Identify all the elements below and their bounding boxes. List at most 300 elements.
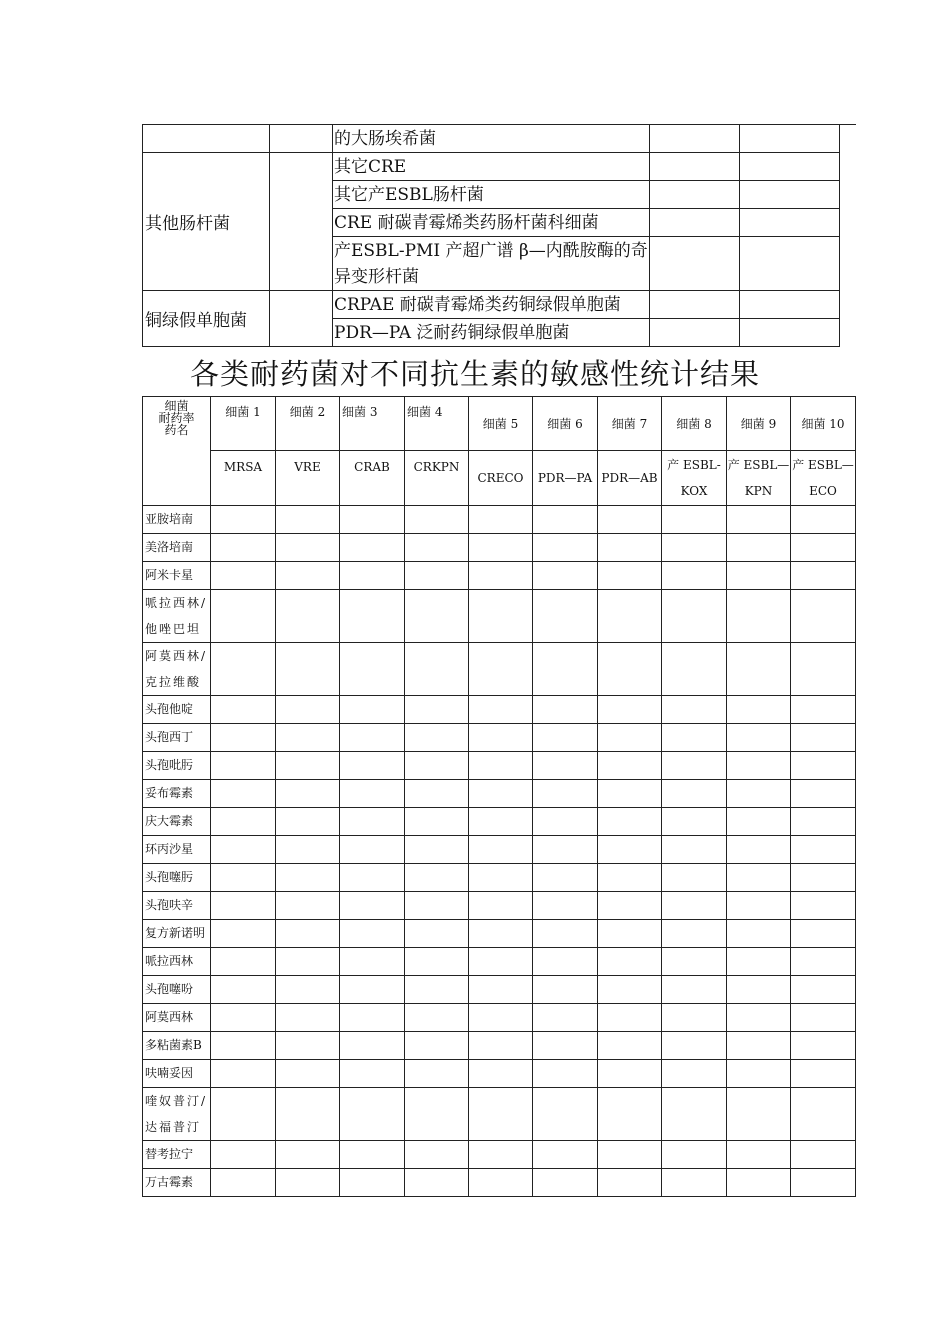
- rate-cell: [276, 506, 340, 534]
- drug-name-cell: 喹奴普汀/达福普汀: [143, 1088, 211, 1141]
- rate-cell: [276, 920, 340, 948]
- rate-cell: [340, 534, 405, 562]
- rate-cell: [727, 1032, 791, 1060]
- rate-cell: [598, 590, 662, 643]
- rate-cell: [211, 643, 276, 696]
- bacteria-abbr: 产 ESBL-KOX: [662, 451, 727, 506]
- rate-cell: [791, 1032, 856, 1060]
- rate-cell: [276, 836, 340, 864]
- empty-cell: [740, 319, 840, 347]
- rate-cell: [727, 643, 791, 696]
- rate-cell: [533, 1141, 598, 1169]
- rate-cell: [598, 836, 662, 864]
- drug-name-cell: 庆大霉素: [143, 808, 211, 836]
- rate-cell: [662, 976, 727, 1004]
- rate-cell: [276, 808, 340, 836]
- rate-cell: [211, 534, 276, 562]
- corner-label-drug: 药名: [164, 423, 189, 437]
- rate-cell: [662, 864, 727, 892]
- rate-cell: [791, 590, 856, 643]
- empty-cell: [650, 153, 740, 181]
- rate-cell: [791, 562, 856, 590]
- drug-row: [143, 1004, 856, 1032]
- rate-cell: [276, 1088, 340, 1141]
- empty-cell: [650, 209, 740, 237]
- rate-cell: [405, 976, 469, 1004]
- rate-cell: [405, 506, 469, 534]
- rate-cell: [405, 864, 469, 892]
- rate-cell: [405, 590, 469, 643]
- empty-cell: [270, 125, 333, 153]
- empty-cell: [270, 153, 333, 291]
- rate-cell: [211, 808, 276, 836]
- rate-cell: [533, 836, 598, 864]
- rate-cell: [211, 724, 276, 752]
- bacteria-abbr: 产 ESBL—KPN: [727, 451, 791, 506]
- disease-cell: PDR—PA 泛耐药铜绿假单胞菌: [333, 319, 650, 347]
- rate-cell: [340, 836, 405, 864]
- rate-cell: [211, 976, 276, 1004]
- rate-cell: [598, 643, 662, 696]
- disease-cell: 的大肠埃希菌: [333, 125, 650, 153]
- rate-cell: [340, 948, 405, 976]
- rate-cell: [405, 892, 469, 920]
- drug-name-cell: 哌拉西林: [143, 948, 211, 976]
- rate-cell: [662, 1060, 727, 1088]
- rate-cell: [727, 920, 791, 948]
- rate-cell: [405, 696, 469, 724]
- rate-cell: [211, 590, 276, 643]
- drug-row: [143, 1088, 856, 1141]
- empty-cell: [740, 237, 840, 291]
- rate-cell: [791, 643, 856, 696]
- rate-cell: [211, 752, 276, 780]
- page-title: 各类耐药菌对不同抗生素的敏感性统计结果: [189, 357, 760, 391]
- rate-cell: [211, 864, 276, 892]
- empty-cell: [740, 181, 840, 209]
- bacteria-category-table: [142, 124, 840, 347]
- bacteria-header: 细菌 3: [340, 397, 405, 451]
- rate-cell: [662, 892, 727, 920]
- rate-cell: [791, 1060, 856, 1088]
- rate-cell: [662, 1088, 727, 1141]
- rate-cell: [533, 643, 598, 696]
- drug-name-cell: 头孢西丁: [143, 724, 211, 752]
- rate-cell: [276, 752, 340, 780]
- drug-name-cell: 万古霉素: [143, 1169, 211, 1197]
- rate-cell: [727, 534, 791, 562]
- drug-row: [143, 752, 856, 780]
- rate-cell: [727, 1060, 791, 1088]
- rate-cell: [469, 780, 533, 808]
- rate-cell: [662, 920, 727, 948]
- rate-cell: [727, 590, 791, 643]
- rate-cell: [340, 724, 405, 752]
- rate-cell: [469, 892, 533, 920]
- rate-cell: [727, 892, 791, 920]
- rate-cell: [276, 724, 340, 752]
- rate-cell: [662, 808, 727, 836]
- drug-name-cell: 头孢噻吩: [143, 976, 211, 1004]
- rate-cell: [533, 1004, 598, 1032]
- drug-row: [143, 1060, 856, 1088]
- rate-cell: [211, 1032, 276, 1060]
- rate-cell: [405, 1088, 469, 1141]
- drug-name-cell: 阿米卡星: [143, 562, 211, 590]
- rate-cell: [340, 1004, 405, 1032]
- rate-cell: [727, 808, 791, 836]
- rate-cell: [791, 976, 856, 1004]
- empty-cell: [270, 291, 333, 347]
- rate-cell: [469, 643, 533, 696]
- rate-cell: [211, 1169, 276, 1197]
- empty-cell: [650, 181, 740, 209]
- rate-cell: [533, 534, 598, 562]
- rate-cell: [405, 836, 469, 864]
- rate-cell: [469, 920, 533, 948]
- category-cell: [143, 125, 270, 153]
- rate-cell: [405, 724, 469, 752]
- drug-name-cell: 头孢呋辛: [143, 892, 211, 920]
- rate-cell: [791, 506, 856, 534]
- rate-cell: [211, 506, 276, 534]
- rate-cell: [791, 836, 856, 864]
- rate-cell: [533, 1169, 598, 1197]
- drug-name-cell: 哌拉西林/他唑巴坦: [143, 590, 211, 643]
- rate-cell: [598, 752, 662, 780]
- rate-cell: [211, 696, 276, 724]
- rate-cell: [598, 1141, 662, 1169]
- disease-cell: 其它CRE: [333, 153, 650, 181]
- rate-cell: [727, 780, 791, 808]
- drug-name-cell: 美洛培南: [143, 534, 211, 562]
- drug-row: [143, 892, 856, 920]
- empty-cell: [650, 237, 740, 291]
- drug-name-cell: 阿莫西林/克拉维酸: [143, 643, 211, 696]
- rate-cell: [276, 590, 340, 643]
- rate-cell: [791, 1169, 856, 1197]
- rate-cell: [340, 892, 405, 920]
- rate-cell: [276, 643, 340, 696]
- empty-cell: [650, 319, 740, 347]
- rate-cell: [469, 948, 533, 976]
- drug-name-cell: 替考拉宁: [143, 1141, 211, 1169]
- rate-cell: [791, 752, 856, 780]
- rate-cell: [791, 864, 856, 892]
- rate-cell: [211, 920, 276, 948]
- rate-cell: [533, 948, 598, 976]
- rate-cell: [276, 948, 340, 976]
- drug-row: [143, 696, 856, 724]
- rate-cell: [727, 948, 791, 976]
- rate-cell: [276, 1004, 340, 1032]
- rate-cell: [405, 562, 469, 590]
- rate-cell: [405, 1169, 469, 1197]
- rate-cell: [598, 1004, 662, 1032]
- drug-name-cell: 头孢他啶: [143, 696, 211, 724]
- rate-cell: [533, 808, 598, 836]
- drug-row: [143, 976, 856, 1004]
- bacteria-abbr: CRKPN: [405, 451, 469, 506]
- rate-cell: [727, 1088, 791, 1141]
- rate-cell: [211, 892, 276, 920]
- rate-cell: [469, 752, 533, 780]
- rate-cell: [405, 643, 469, 696]
- drug-row: [143, 506, 856, 534]
- empty-cell: [740, 209, 840, 237]
- rate-cell: [340, 506, 405, 534]
- rate-cell: [340, 1088, 405, 1141]
- rate-cell: [727, 724, 791, 752]
- rate-cell: [533, 506, 598, 534]
- corner-label-rate: 耐药率: [158, 411, 195, 425]
- drug-row: [143, 1141, 856, 1169]
- empty-cell: [650, 125, 740, 153]
- drug-row: [143, 1169, 856, 1197]
- rate-cell: [598, 808, 662, 836]
- rate-cell: [533, 920, 598, 948]
- rate-cell: [340, 696, 405, 724]
- rate-cell: [276, 534, 340, 562]
- bacteria-abbr: CRAB: [340, 451, 405, 506]
- rate-cell: [662, 696, 727, 724]
- rate-cell: [598, 1169, 662, 1197]
- rate-cell: [598, 864, 662, 892]
- rate-cell: [598, 696, 662, 724]
- rate-cell: [727, 836, 791, 864]
- rate-cell: [211, 562, 276, 590]
- rate-cell: [469, 1032, 533, 1060]
- rate-cell: [211, 948, 276, 976]
- rate-cell: [340, 752, 405, 780]
- rate-cell: [727, 696, 791, 724]
- drug-row: [143, 780, 856, 808]
- bacteria-abbr: PDR—AB: [598, 451, 662, 506]
- rate-cell: [533, 1032, 598, 1060]
- rate-cell: [469, 1088, 533, 1141]
- rate-cell: [662, 1032, 727, 1060]
- rate-cell: [469, 506, 533, 534]
- rate-cell: [340, 1032, 405, 1060]
- rate-cell: [727, 864, 791, 892]
- rate-cell: [727, 1141, 791, 1169]
- rate-cell: [276, 780, 340, 808]
- rate-cell: [598, 780, 662, 808]
- rate-cell: [405, 534, 469, 562]
- rate-cell: [340, 1169, 405, 1197]
- rate-cell: [469, 1060, 533, 1088]
- rate-cell: [598, 562, 662, 590]
- empty-cell: [740, 291, 840, 319]
- rate-cell: [598, 1060, 662, 1088]
- drug-row: [143, 590, 856, 643]
- rate-cell: [533, 1060, 598, 1088]
- category-cell: 其他肠杆菌: [143, 153, 270, 291]
- empty-cell: [740, 153, 840, 181]
- drug-name-cell: 头孢吡肟: [143, 752, 211, 780]
- rate-cell: [791, 696, 856, 724]
- disease-cell: 产ESBL-PMI 产超广谱 β—内酰胺酶的奇异变形杆菌: [333, 237, 650, 291]
- rate-cell: [276, 976, 340, 1004]
- rate-cell: [598, 948, 662, 976]
- rate-cell: [662, 643, 727, 696]
- empty-cell: [740, 125, 840, 153]
- drug-name-cell: 头孢噻肟: [143, 864, 211, 892]
- rate-cell: [405, 1141, 469, 1169]
- drug-row: [143, 920, 856, 948]
- rate-cell: [533, 1088, 598, 1141]
- rate-cell: [211, 836, 276, 864]
- drug-row: [143, 836, 856, 864]
- corner-label-bacteria: 细菌: [164, 399, 189, 413]
- drug-row: [143, 1032, 856, 1060]
- rate-cell: [662, 948, 727, 976]
- rate-cell: [727, 752, 791, 780]
- rate-cell: [340, 864, 405, 892]
- rate-cell: [211, 1060, 276, 1088]
- rate-cell: [662, 590, 727, 643]
- rate-cell: [276, 1141, 340, 1169]
- rate-cell: [533, 562, 598, 590]
- table-edge-line: [838, 124, 856, 125]
- rate-cell: [791, 1004, 856, 1032]
- rate-cell: [340, 590, 405, 643]
- rate-cell: [469, 1004, 533, 1032]
- rate-cell: [533, 892, 598, 920]
- rate-cell: [469, 562, 533, 590]
- rate-cell: [276, 1169, 340, 1197]
- bacteria-abbr: 产 ESBL—ECO: [791, 451, 856, 506]
- bacteria-header: 细菌 9: [727, 397, 791, 451]
- sensitivity-stat-table: [142, 396, 856, 1197]
- rate-cell: [276, 562, 340, 590]
- rate-cell: [211, 1004, 276, 1032]
- drug-name-cell: 妥布霉素: [143, 780, 211, 808]
- rate-cell: [727, 506, 791, 534]
- bacteria-header: 细菌 5: [469, 397, 533, 451]
- rate-cell: [791, 892, 856, 920]
- rate-cell: [469, 590, 533, 643]
- rate-cell: [340, 562, 405, 590]
- rate-cell: [276, 864, 340, 892]
- rate-cell: [469, 696, 533, 724]
- drug-row: [143, 808, 856, 836]
- rate-cell: [469, 724, 533, 752]
- bacteria-header: 细菌 2: [276, 397, 340, 451]
- rate-cell: [727, 1169, 791, 1197]
- rate-cell: [405, 920, 469, 948]
- rate-cell: [791, 724, 856, 752]
- rate-cell: [727, 562, 791, 590]
- rate-cell: [469, 808, 533, 836]
- rate-cell: [533, 864, 598, 892]
- rate-cell: [662, 836, 727, 864]
- rate-cell: [727, 1004, 791, 1032]
- category-cell: 铜绿假单胞菌: [143, 291, 270, 347]
- drug-row: [143, 534, 856, 562]
- rate-cell: [662, 534, 727, 562]
- rate-cell: [791, 1141, 856, 1169]
- rate-cell: [727, 976, 791, 1004]
- rate-cell: [469, 864, 533, 892]
- drug-row: [143, 562, 856, 590]
- rate-cell: [340, 920, 405, 948]
- rate-cell: [791, 1088, 856, 1141]
- rate-cell: [469, 836, 533, 864]
- bacteria-header: 细菌 8: [662, 397, 727, 451]
- rate-cell: [662, 506, 727, 534]
- rate-cell: [662, 752, 727, 780]
- rate-cell: [791, 808, 856, 836]
- rate-cell: [662, 1141, 727, 1169]
- rate-cell: [662, 724, 727, 752]
- bacteria-abbr: MRSA: [211, 451, 276, 506]
- rate-cell: [340, 643, 405, 696]
- drug-name-cell: 阿莫西林: [143, 1004, 211, 1032]
- rate-cell: [662, 780, 727, 808]
- rate-cell: [276, 696, 340, 724]
- bacteria-abbr: PDR—PA: [533, 451, 598, 506]
- rate-cell: [276, 1032, 340, 1060]
- rate-cell: [405, 948, 469, 976]
- rate-cell: [469, 1141, 533, 1169]
- rate-cell: [405, 808, 469, 836]
- rate-cell: [405, 1032, 469, 1060]
- rate-cell: [211, 1088, 276, 1141]
- drug-name-cell: 复方新诺明: [143, 920, 211, 948]
- rate-cell: [340, 1060, 405, 1088]
- drug-row: [143, 643, 856, 696]
- rate-cell: [533, 780, 598, 808]
- disease-cell: CRE 耐碳青霉烯类药肠杆菌科细菌: [333, 209, 650, 237]
- bacteria-header: 细菌 10: [791, 397, 856, 451]
- rate-cell: [469, 534, 533, 562]
- rate-cell: [533, 976, 598, 1004]
- drug-name-cell: 呋喃妥因: [143, 1060, 211, 1088]
- rate-cell: [533, 696, 598, 724]
- rate-cell: [598, 892, 662, 920]
- rate-cell: [469, 1169, 533, 1197]
- rate-cell: [340, 976, 405, 1004]
- bacteria-header: 细菌 7: [598, 397, 662, 451]
- rate-cell: [276, 1060, 340, 1088]
- drug-name-cell: 亚胺培南: [143, 506, 211, 534]
- rate-cell: [791, 948, 856, 976]
- bacteria-abbr: CRECO: [469, 451, 533, 506]
- rate-cell: [211, 780, 276, 808]
- drug-row: [143, 724, 856, 752]
- rate-cell: [662, 1169, 727, 1197]
- rate-cell: [340, 1141, 405, 1169]
- disease-cell: CRPAE 耐碳青霉烯类药铜绿假单胞菌: [333, 291, 650, 319]
- rate-cell: [598, 1032, 662, 1060]
- bacteria-header: 细菌 1: [211, 397, 276, 451]
- empty-cell: [650, 291, 740, 319]
- bacteria-header: 细菌 6: [533, 397, 598, 451]
- rate-cell: [340, 808, 405, 836]
- rate-cell: [598, 920, 662, 948]
- drug-name-cell: 多粘菌素B: [143, 1032, 211, 1060]
- rate-cell: [340, 780, 405, 808]
- rate-cell: [405, 1004, 469, 1032]
- rate-cell: [662, 562, 727, 590]
- rate-cell: [791, 780, 856, 808]
- rate-cell: [469, 976, 533, 1004]
- bacteria-abbr: VRE: [276, 451, 340, 506]
- rate-cell: [405, 780, 469, 808]
- rate-cell: [533, 590, 598, 643]
- rate-cell: [405, 1060, 469, 1088]
